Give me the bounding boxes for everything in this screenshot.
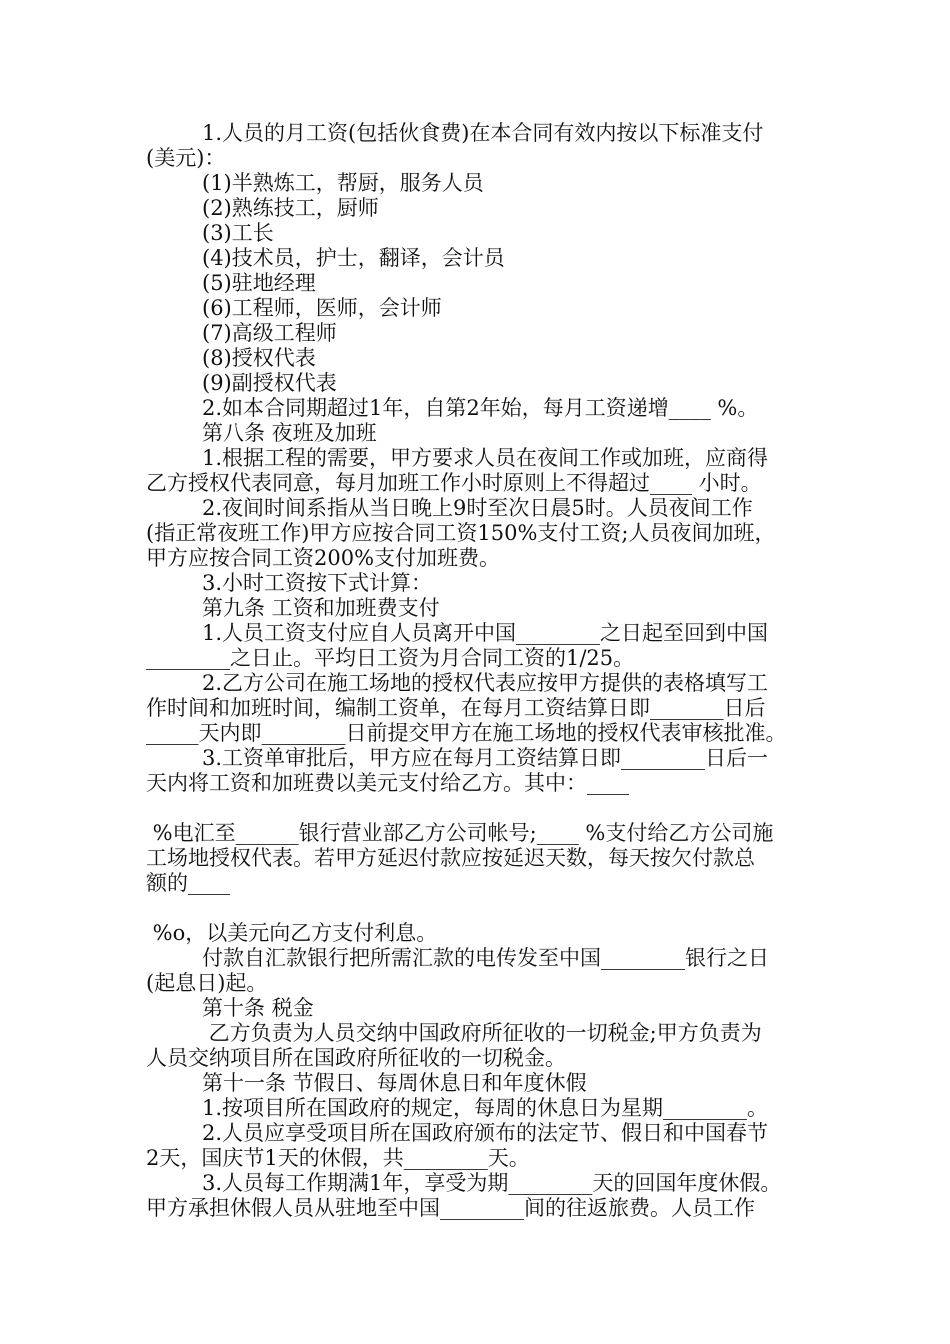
section-heading: 第十一条 节假日、每周休息日和年度休假 — [202, 1071, 587, 1095]
list-item: (6)工程师，医师，会计师 — [202, 296, 442, 320]
text-line: 2.夜间时间系指从当日晚上9时至次日晨5时。人员夜间工作 — [202, 496, 753, 520]
text-line: _____天内即________日前提交甲方在施工场地的授权代表审核批准。 — [146, 721, 787, 745]
list-item: (3)工长 — [202, 221, 274, 245]
text-line: (起息日)起。 — [146, 971, 268, 995]
text-line: 2.如本合同期超过1年，自第2年始，每月工资递增____ %。 — [202, 396, 759, 420]
text-line: 工场地授权代表。若甲方延迟付款应按延迟天数，每天按欠付款总 — [146, 846, 755, 870]
blank-line — [146, 796, 826, 821]
text-line: 乙方授权代表同意，每月加班工作小时原则上不得超过____ 小时。 — [146, 471, 762, 495]
text-line: 作时间和加班时间，编制工资单，在每月工资结算日即_______日后 — [146, 696, 766, 720]
document-page — [146, 121, 826, 1221]
list-item: (5)驻地经理 — [202, 271, 316, 295]
text-line: 甲方承担休假人员从驻地至中国________间的往返旅费。人员工作 — [146, 1196, 755, 1220]
text-line: 2.人员应享受项目所在国政府颁布的法定节、假日和中国春节 — [202, 1121, 769, 1145]
list-item: (7)高级工程师 — [202, 321, 337, 345]
section-heading: 第九条 工资和加班费支付 — [202, 596, 440, 620]
list-item: (1)半熟炼工，帮厨，服务人员 — [202, 171, 484, 195]
text-line: 乙方负责为人员交纳中国政府所征收的一切税金;甲方负责为 — [202, 1021, 762, 1045]
text-line: 人员交纳项目所在国政府所征收的一切税金。 — [146, 1046, 566, 1070]
text-line: (指正常夜班工作)甲方应按合同工资150%支付工资;人员夜间加班， — [146, 521, 776, 545]
list-item: (9)副授权代表 — [202, 371, 337, 395]
text-line: ________之日止。平均日工资为月合同工资的1/25。 — [146, 646, 635, 670]
section-heading: 第八条 夜班及加班 — [202, 421, 377, 445]
text-line: (美元)： — [146, 146, 226, 170]
text-line: 3.小时工资按下式计算： — [202, 571, 433, 595]
text-line: %o，以美元向乙方支付利息。 — [146, 921, 438, 945]
text-line: 付款自汇款银行把所需汇款的电传发至中国________银行之日 — [202, 946, 769, 970]
blank-line — [146, 896, 826, 921]
text-line: 甲方应按合同工资200%支付加班费。 — [146, 546, 501, 570]
list-item: (4)技术员，护士，翻译，会计员 — [202, 246, 505, 270]
text-line: %电汇至______银行营业部乙方公司帐号;____ %支付给乙方公司施 — [146, 821, 774, 845]
text-line: 1.人员的月工资(包括伙食费)在本合同有效内按以下标准支付 — [202, 121, 764, 145]
text-line: 1.人员工资支付应自人员离开中国________之日起至回到中国 — [202, 621, 769, 645]
text-line: 天内将工资和加班费以美元支付给乙方。其中：____ — [146, 771, 629, 795]
text-line: 1.根据工程的需要，甲方要求人员在夜间工作或加班，应商得 — [202, 446, 769, 470]
text-line: 额的____ — [146, 871, 230, 895]
section-heading: 第十条 税金 — [202, 996, 314, 1020]
text-line: 2.乙方公司在施工场地的授权代表应按甲方提供的表格填写工 — [202, 671, 769, 695]
text-line: 3.人员每工作期满1年，享受为期________天的回国年度休假。 — [202, 1171, 782, 1195]
text-line: 1.按项目所在国政府的规定，每周的休息日为星期________。 — [202, 1096, 769, 1120]
text-line: 3.工资单审批后，甲方应在每月工资结算日即________日后一 — [202, 746, 769, 770]
text-line: 2天，国庆节1天的休假，共________天。 — [146, 1146, 530, 1170]
list-item: (2)熟练技工，厨师 — [202, 196, 379, 220]
list-item: (8)授权代表 — [202, 346, 316, 370]
